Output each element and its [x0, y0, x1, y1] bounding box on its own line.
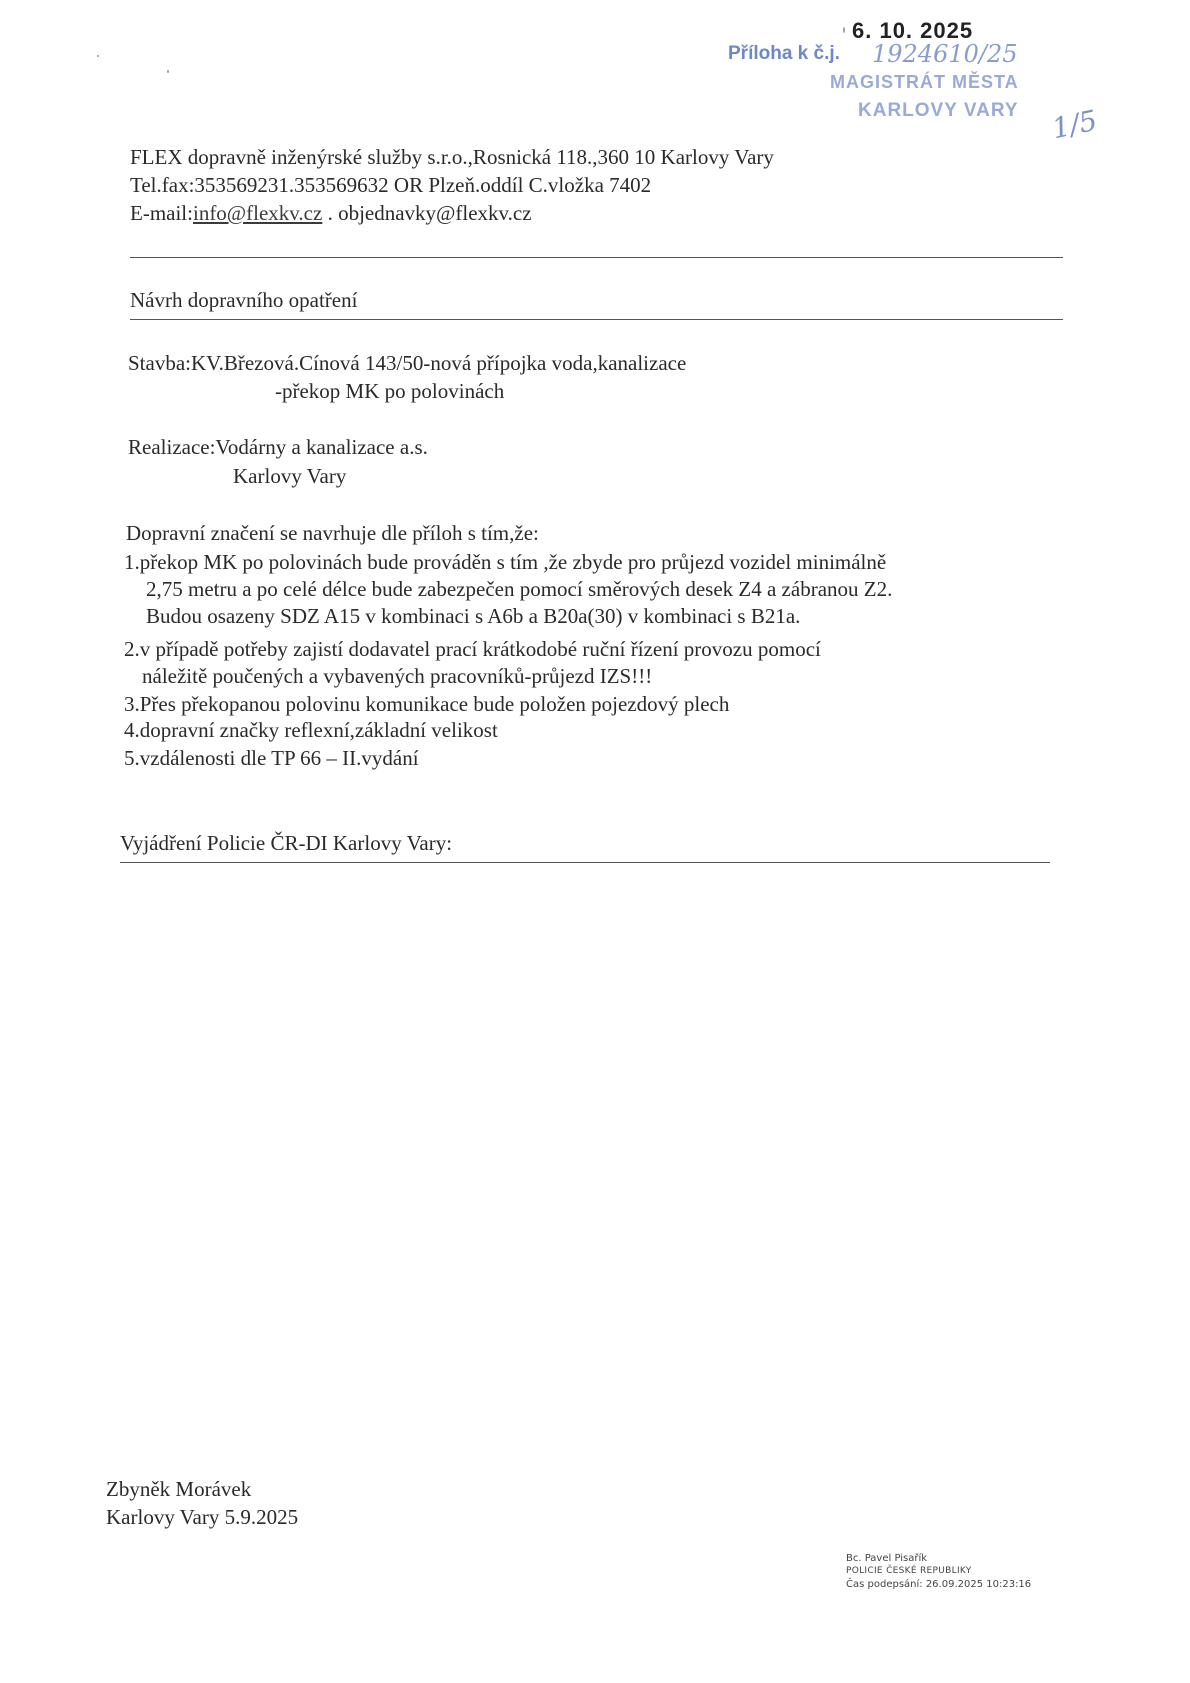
company-header-line: FLEX dopravně inženýrské služby s.r.o.,Rosnická 118.,360 10 Karlovy Vary	[130, 145, 774, 169]
email-prefix: E-mail:	[130, 201, 193, 225]
signature-time: Čas podepsání: 26.09.2025 10:23:16	[846, 1579, 1032, 1590]
police-statement-heading: Vyjádření Policie ČR-DI Karlovy Vary:	[120, 831, 453, 855]
measure-item: 2.v případě potřeby zajistí dodavatel prací krátkodobé ruční řízení provozu pomocí	[124, 637, 821, 661]
construction-line: Stavba:KV.Březová.Cínová 143/50-nová přípojka voda,kanalizace	[128, 351, 687, 375]
measure-item: Budou osazeny SDZ A15 v kombinaci s A6b a B20a(30) v kombinaci s B21a.	[146, 604, 801, 628]
measure-item: 3.Přes překopanou polovinu komunikace bude položen pojezdový plech	[124, 692, 730, 716]
document-title: Návrh dopravního opatření	[130, 288, 358, 312]
email-orders: objednavky@flexkv.cz	[338, 201, 532, 225]
author-place-date: Karlovy Vary 5.9.2025	[106, 1505, 299, 1529]
company-contact-line: Tel.fax:353569231.353569632 OR Plzeň.oddíl C.vložka 7402	[130, 173, 652, 197]
received-date-stamp: 6. 10. 2025	[852, 18, 974, 43]
author-name: Zbyněk Morávek	[106, 1477, 252, 1501]
measure-item: 4.dopravní značky reflexní,základní velikost	[124, 718, 498, 742]
police-divider	[120, 862, 1050, 863]
construction-subline: -překop MK po polovinách	[275, 379, 505, 403]
scan-speck	[167, 70, 169, 73]
measure-item: 2,75 metru a po celé délce bude zabezpečen pomocí směrových desek Z4 a zábranou Z2.	[146, 577, 893, 601]
email-link-info[interactable]: info@flexkv.cz	[192, 201, 323, 225]
company-email-line	[130, 200, 532, 226]
title-divider	[130, 319, 1063, 320]
scan-speck	[843, 27, 845, 33]
measure-item: náležitě poučených a vybavených pracovníků-průjezd IZS!!!	[142, 664, 653, 688]
office-stamp-line2: KARLOVY VARY	[858, 100, 1019, 121]
header-divider	[130, 257, 1063, 258]
attachment-label-stamp: Příloha k č.j.	[728, 43, 840, 64]
page-mark-stamp: 1/5	[1049, 103, 1101, 146]
email-separator: .	[322, 201, 339, 225]
measure-item: 5.vzdálenosti dle TP 66 – II.vydání	[124, 746, 419, 770]
signature-organization: POLICIE ČESKÉ REPUBLIKY	[846, 1566, 972, 1576]
office-stamp-line1: MAGISTRÁT MĚSTA	[830, 72, 1019, 92]
contractor-city: Karlovy Vary	[233, 464, 347, 488]
signature-name: Bc. Pavel Pisařík	[846, 1553, 928, 1564]
scan-speck	[97, 55, 99, 57]
measures-intro: Dopravní značení se navrhuje dle příloh s tím,že:	[126, 521, 539, 545]
reference-number-stamp: 1924610/25	[872, 40, 1018, 68]
measure-item: 1.překop MK po polovinách bude prováděn s tím ,že zbyde pro průjezd vozidel minimálně	[124, 550, 887, 574]
contractor-line: Realizace:Vodárny a kanalizace a.s.	[128, 435, 428, 459]
